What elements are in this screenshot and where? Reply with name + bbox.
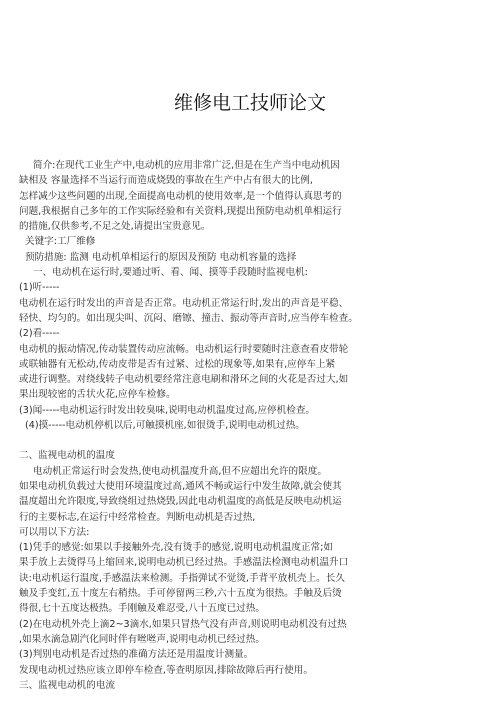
section-heading: 一、电动机在运行时,要通过听、看、闻、摸等手段随时监视电机:	[33, 267, 308, 279]
measures-line: 预防措施: 监测 电动机单相运行的原因及预防 电动机容量的选择	[25, 251, 297, 263]
paragraph-line: (1)凭手的感觉:如果以手接触外壳,没有烫手的感觉,说明电动机温度正常;如	[19, 542, 333, 554]
paragraph-line: 发现电动机过热应该立即停车检查,等查明原因,排除故障后再行使用。	[19, 664, 313, 676]
paragraph-line: 问题,我根据自己多年的工作实际经验和有关资料,现提出预防电动机单相运行	[19, 205, 342, 217]
section-heading: 三、监视电动机的电流	[19, 679, 115, 691]
paragraph-line: 如果电动机负载过大使用环境温度过高,通风不畅或运行中发生故障,就会使其	[19, 480, 342, 492]
paragraph-line: 电动机在运行时发出的声音是否正常。电动机正常运行时,发出的声音是平稳、	[19, 297, 349, 309]
paragraph-line: 或联轴器有无松动,传动皮带是否有过紧、过松的现象等,如果有,应停车上紧	[19, 358, 336, 370]
paragraph-line: 触及手变红,五十度左右稍热。手可停留两三秒,六十五度为很热。手触及后烫	[19, 588, 342, 600]
section-heading: 二、监视电动机的温度	[19, 450, 115, 462]
paragraph-line: 怎样减少这些问题的出现,全面提高电动机的使用效率,是一个值得认真思考的	[19, 190, 342, 202]
paragraph-line: (3)判别电动机是否过热的准确方法还是用温度计测量。	[19, 649, 254, 661]
paragraph-line: ,如果水滴急剧汽化同时伴有咝咝声,说明电动机已经过热。	[19, 633, 265, 645]
paragraph-line: 电动机正常运行时会发热,使电动机温度升高,但不应超出允许的限度。	[33, 465, 327, 477]
paragraph-line: (3)闻-----电动机运行时发出较臭味,说明电动机温度过高,应停机检查。	[19, 404, 316, 416]
spacer	[19, 433, 483, 448]
page-title: 维修电工技师论文	[173, 92, 326, 114]
paragraph-line: 果出现较密的舌状火花,应停车检修。	[19, 389, 176, 401]
paragraph-line: 电动机的振动情况,传动装置传动应流畅。电动机运行时要随时注意查看皮带轮	[19, 343, 349, 355]
paragraph-line: 可以用以下方法:	[19, 526, 90, 538]
paragraph-line: 行的主要标志,在运行中经常检查。判断电动机是否过热,	[19, 511, 256, 523]
paragraph-line: 的措施,仅供参考,不足之处,请提出宝贵意见。	[19, 221, 211, 233]
paragraph-line: (4)摸-----电动机停机以后,可触摸机座,如很烫手,说明电动机过热。	[25, 420, 305, 432]
paragraph-line: 温度超出允许限度,导致绕组过热烧毁,因此电动机温度的高低是反映电动机运	[19, 496, 342, 508]
keywords-line: 关键字:工厂维修	[25, 236, 96, 248]
paragraph-line: (1)听-----	[19, 282, 60, 294]
paragraph-line: 缺相及 容量选择不当运行而造成烧毁的事故在生产中占有很大的比例,	[19, 175, 313, 187]
document-body	[19, 158, 483, 693]
paragraph-line: 或进行调整。对绕线转子电动机要经常注意电刷和滑环之间的火花是否过大,如	[19, 374, 349, 386]
paragraph-line: (2)在电动机外壳上滴2~3滴水,如果只冒热气没有声音,则说明电动机没有过热	[19, 618, 347, 630]
paragraph-line: 轻快、均匀的。如出现尖叫、沉闷、磨镲、撞击、振动等声音时,应当停车检查。	[19, 312, 358, 324]
paragraph-line: (2)看-----	[19, 328, 60, 340]
paragraph-line: 果手放上去烫得马上缩回来,说明电动机已经过热。手感温法检测电动机温升口	[19, 557, 349, 569]
paragraph-line: 诀:电动机运行温度,手感温法来检测。手指弹试不觉烫,手背平放机壳上。长久	[19, 572, 345, 584]
paragraph-line: 得很,七十五度达极热。手刚触及难忍受,八十五度已过热。	[19, 603, 265, 615]
paragraph-line: 简介:在现代工业生产中,电动机的应用非常广泛,但是在生产当中电动机因	[33, 160, 340, 171]
